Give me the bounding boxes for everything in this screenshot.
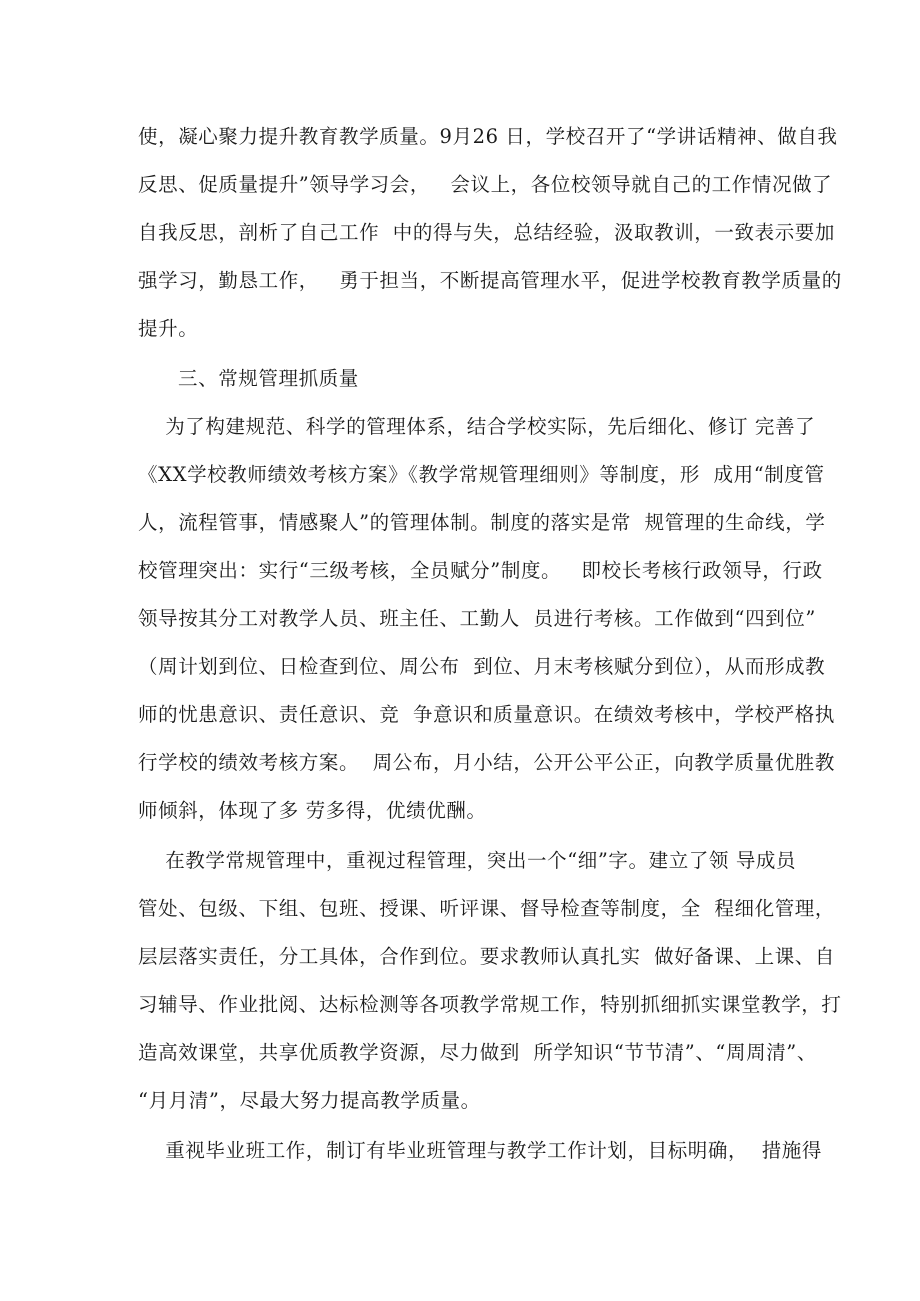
- text-line: 领导按其分工对教学人员、班主任、工勤人 员进行考核。工作做到“四到位”: [138, 607, 816, 630]
- text-line: 自我反思，剖析了自己工作 中的得与失，总结经验，汲取教训，一致表示要加: [138, 221, 835, 244]
- section-heading: 三、常规管理抓质量: [178, 367, 359, 390]
- text-line: 反思、促质量提升”领导学习会， 会议上，各位校领导就自己的工作情况做了: [138, 173, 833, 196]
- text-line: 校管理突出：实行“三级考核，全员赋分”制度。 即校长考核行政领导，行政: [138, 559, 823, 582]
- text-line: 强学习，勤恳工作， 勇于担当，不断提高管理水平，促进学校教育教学质量的: [138, 269, 842, 292]
- text-line: 使，凝心聚力提升教育教学质量。9月26 日，学校召开了“学讲话精神、做自我: [138, 125, 838, 148]
- text-line: 人，流程管事，情感聚人”的管理体制。制度的落实是常 规管理的生命线，学: [138, 511, 826, 534]
- text-line: 为了构建规范、科学的管理体系，结合学校实际，先后细化、修订 完善了: [138, 415, 816, 438]
- text-line: 习辅导、作业批阅、达标检测等各项教学常规工作，特别抓细抓实课堂教学，打: [138, 993, 842, 1016]
- text-line: 行学校的绩效考核方案。 周公布，月小结，公开公平公正，向教学质量优胜教: [138, 751, 835, 774]
- text-line: 《XX学校教师绩效考核方案》《教学常规管理细则》等制度，形 成用“制度管: [138, 463, 825, 486]
- text-line: 在教学常规管理中，重视过程管理，突出一个“细”字。建立了领 导成员: [138, 849, 797, 872]
- text-line: 师的忧患意识、责任意识、竞 争意识和质量意识。在绩效考核中，学校严格执: [138, 703, 835, 726]
- text-line: 造高效课堂，共享优质教学资源，尽力做到 所学知识“节节清”、“周周清”、: [138, 1041, 817, 1064]
- text-line: 提升。: [138, 317, 199, 340]
- text-line: 层层落实责任，分工具体，合作到位。要求教师认真扎实 做好备课、上课、自: [138, 945, 835, 968]
- text-line: 管处、包级、下组、包班、授课、听评课、督导检查等制度，全 程细化管理，: [138, 897, 835, 920]
- text-line: “月月清”，尽最大努力提高教学质量。: [138, 1089, 481, 1112]
- text-line: 重视毕业班工作，制订有毕业班管理与教学工作计划，目标明确， 措施得: [138, 1139, 822, 1162]
- text-line: 师倾斜，体现了多 劳多得，优绩优酬。: [138, 799, 487, 822]
- text-line: （周计划到位、日检查到位、周公布 到位、月末考核赋分到位），从而形成教: [138, 655, 826, 678]
